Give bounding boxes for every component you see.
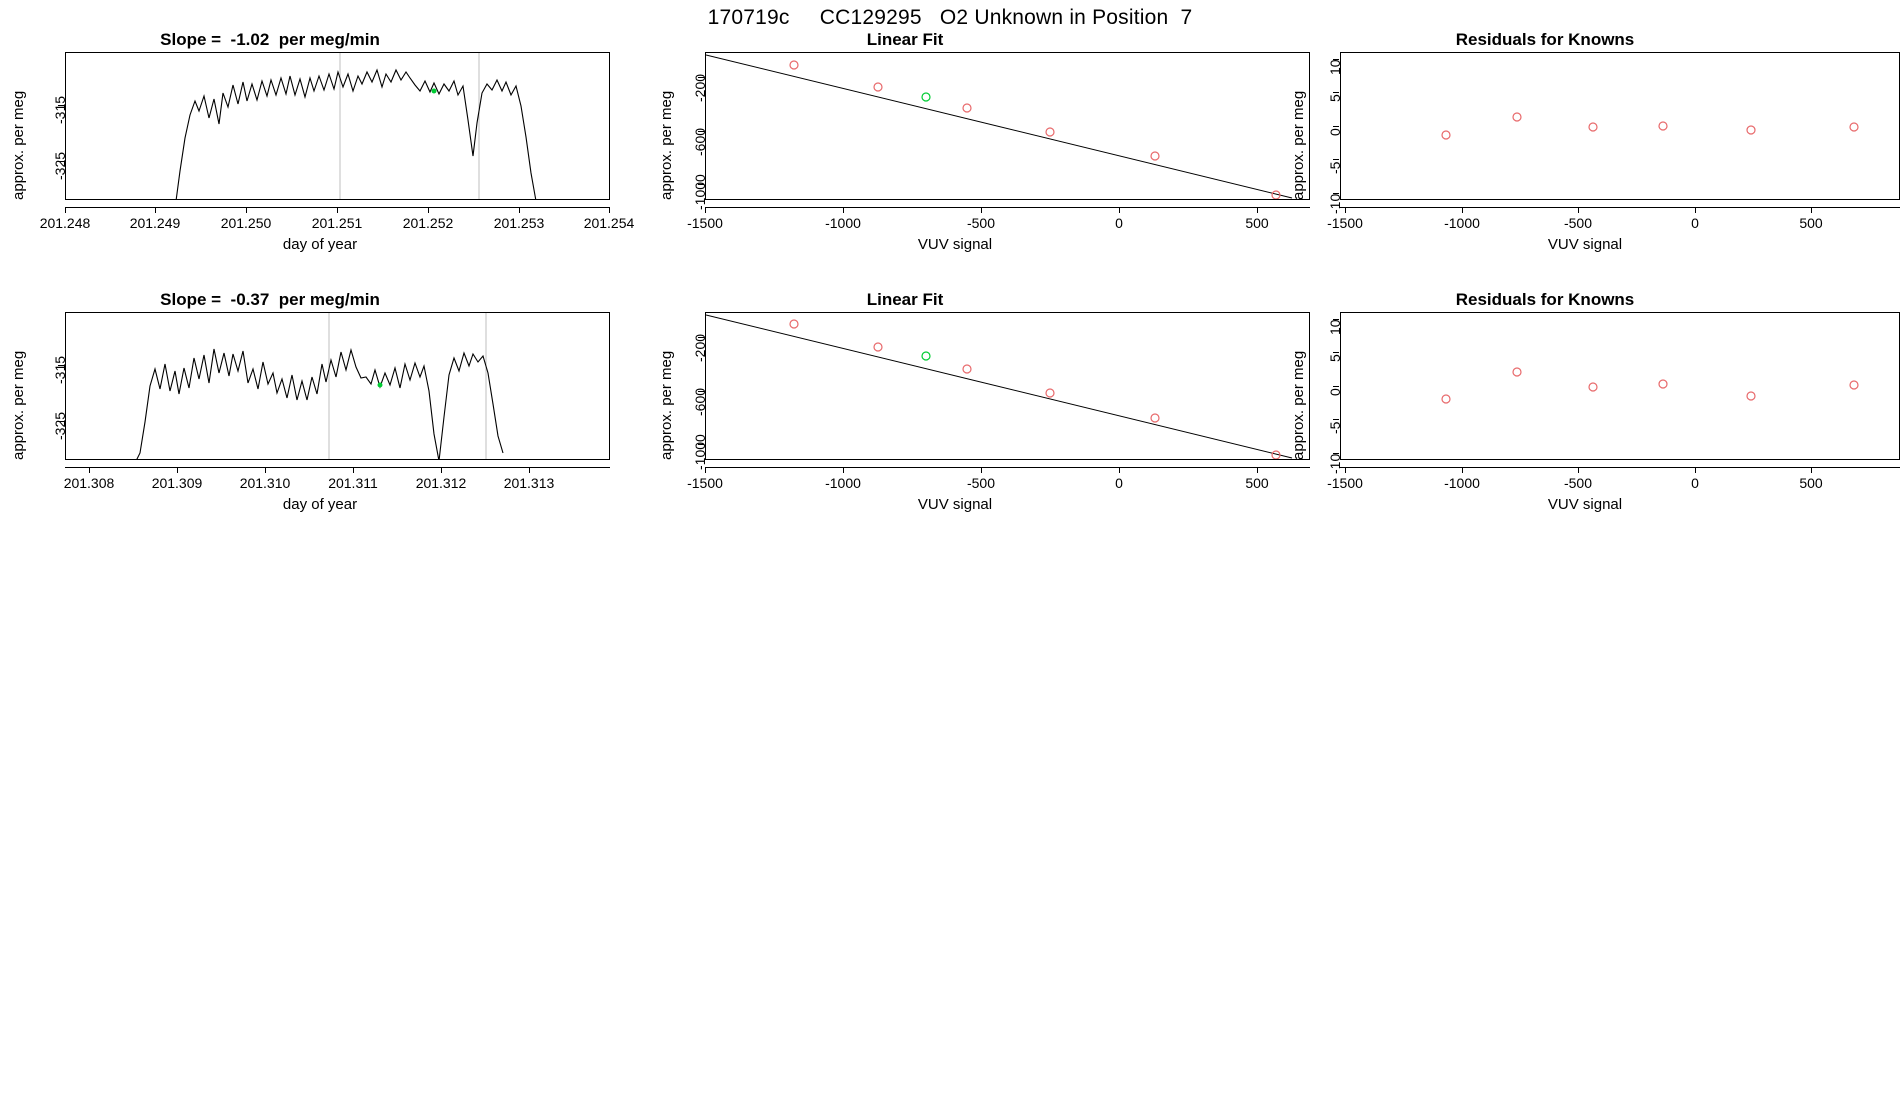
- panel-residuals-bottom: [1270, 290, 1900, 513]
- y-tick-label: -315: [52, 95, 68, 124]
- panel-timeseries-bottom: [0, 290, 640, 513]
- x-tick-label: 201.311: [328, 475, 378, 491]
- x-tick-label: 201.248: [39, 215, 91, 231]
- y-tick-label: -1000: [692, 434, 708, 470]
- x-tick-label: -1000: [825, 215, 861, 231]
- x-tick-label: 201.254: [583, 215, 635, 231]
- x-tick-label: 201.251: [311, 215, 363, 231]
- plot-area: [1340, 52, 1900, 200]
- panel-title: Residuals for Knowns: [1455, 290, 1635, 309]
- residuals-bottom-svg: [1341, 313, 1900, 460]
- x-tick-label: 201.252: [402, 215, 454, 231]
- x-tick-label: 201.309: [151, 475, 203, 491]
- x-tick-label: 500: [1245, 475, 1269, 491]
- x-tick-label: -500: [1563, 215, 1593, 231]
- x-axis-label: VUV signal: [917, 236, 993, 253]
- x-axis-label: VUV signal: [1547, 236, 1623, 253]
- panel-residuals-top: [1270, 30, 1900, 253]
- y-tick-label: -200: [692, 333, 708, 362]
- panel-title: Linear Fit: [866, 30, 944, 49]
- y-tick-label: 10: [1327, 59, 1343, 75]
- panel-timeseries-top: [0, 30, 640, 253]
- x-tick-label: 201.308: [63, 475, 115, 491]
- panel-title: Slope = -1.02 per meg/min: [160, 30, 380, 49]
- y-tick-label: -325: [52, 411, 68, 440]
- x-tick-label: 201.250: [220, 215, 272, 231]
- x-tick-label: 500: [1245, 215, 1269, 231]
- plot-area: [705, 52, 1310, 200]
- y-tick-label: -5: [1327, 421, 1343, 434]
- x-tick-label: -1500: [687, 475, 723, 491]
- x-tick-label: -1000: [1444, 475, 1480, 491]
- y-tick-label: 5: [1327, 354, 1343, 362]
- y-axis-label: approx. per meg: [658, 90, 675, 200]
- x-tick-label: -1500: [1327, 475, 1363, 491]
- y-tick-label: -5: [1327, 161, 1343, 174]
- x-tick-label: -1000: [1444, 215, 1480, 231]
- plot-area: [1340, 312, 1900, 460]
- y-tick-label: -200: [692, 73, 708, 102]
- x-axis-label: day of year: [282, 236, 358, 253]
- x-tick-label: 201.253: [493, 215, 545, 231]
- panel-linearfit-bottom: [640, 290, 1270, 513]
- y-tick-label: -600: [692, 127, 708, 156]
- x-tick-label: -500: [1563, 475, 1593, 491]
- residuals-top-svg: [1341, 53, 1900, 200]
- x-tick-label: 0: [1115, 475, 1123, 491]
- x-tick-label: -500: [966, 215, 996, 231]
- y-tick-label: 10: [1327, 319, 1343, 335]
- plot-area: [705, 312, 1310, 460]
- linearfit-bottom-svg: [706, 313, 1310, 460]
- x-axis-label: VUV signal: [917, 496, 993, 513]
- y-axis-label: approx. per meg: [10, 90, 27, 200]
- x-tick-label: -1500: [1327, 215, 1363, 231]
- y-tick-label: 5: [1327, 94, 1343, 102]
- y-axis-label: approx. per meg: [1290, 90, 1307, 200]
- x-tick-label: -1500: [687, 215, 723, 231]
- y-tick-label: 0: [1327, 128, 1343, 136]
- timeseries-bottom-svg: [66, 313, 610, 460]
- y-tick-label: -325: [52, 151, 68, 180]
- x-tick-label: 500: [1799, 475, 1823, 491]
- timeseries-top-svg: [66, 53, 610, 200]
- y-axis-label: approx. per meg: [658, 350, 675, 460]
- page-title: 170719c CC129295 O2 Unknown in Position 7: [707, 6, 1193, 29]
- x-tick-label: -500: [966, 475, 996, 491]
- y-tick-label: 0: [1327, 388, 1343, 396]
- y-tick-label: -10: [1327, 453, 1343, 474]
- x-tick-label: 201.313: [503, 475, 555, 491]
- x-tick-label: 500: [1799, 215, 1823, 231]
- plot-area: [65, 312, 610, 460]
- y-tick-label: -1000: [692, 174, 708, 210]
- y-tick-label: -10: [1327, 193, 1343, 214]
- x-axis-label: VUV signal: [1547, 496, 1623, 513]
- panel-title: Slope = -0.37 per meg/min: [160, 290, 380, 309]
- y-axis-label: approx. per meg: [1290, 350, 1307, 460]
- y-axis-label: approx. per meg: [10, 350, 27, 460]
- panel-title: Linear Fit: [866, 290, 944, 309]
- plot-area: [65, 52, 610, 200]
- x-tick-label: 0: [1691, 475, 1699, 491]
- panel-linearfit-top: [640, 30, 1270, 253]
- linearfit-top-svg: [706, 53, 1310, 200]
- x-tick-label: 0: [1115, 215, 1123, 231]
- y-tick-label: -600: [692, 387, 708, 416]
- x-tick-label: -1000: [825, 475, 861, 491]
- x-tick-label: 201.312: [415, 475, 467, 491]
- x-tick-label: 201.310: [239, 475, 291, 491]
- y-tick-label: -315: [52, 355, 68, 384]
- x-tick-label: 0: [1691, 215, 1699, 231]
- panel-title: Residuals for Knowns: [1455, 30, 1635, 49]
- x-axis-label: day of year: [282, 496, 358, 513]
- x-tick-label: 201.249: [129, 215, 181, 231]
